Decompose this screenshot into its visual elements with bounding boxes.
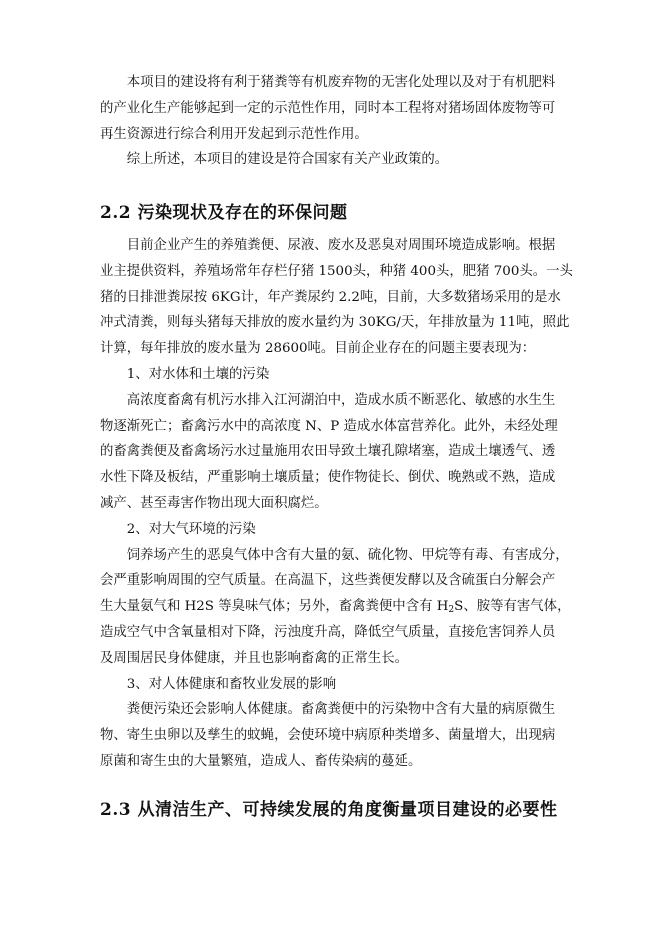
text-line: 冲式清粪，则每头猪每天排放的废水量约为 30KG/天，年排放量为 11吨，照此 <box>100 315 570 331</box>
text-line: 目前企业产生的养殖粪便、尿液、废水及恶臭对周围环境造成影响。根据 <box>100 238 556 253</box>
text-line: 业主提供资料，养殖场常年存栏仔猪 1500头，种猪 400头，肥猪 700头。一头 <box>100 263 573 279</box>
text-line: 的产业化生产能够起到一定的示范性作用，同时本工程将对猪场固体废物等可 <box>100 100 556 116</box>
conclusion-line: 综上所述，本项目的建设是符合国家有关产业政策的。 <box>100 152 449 168</box>
intro-paragraph <box>100 70 562 173</box>
text-line: 造成空气中含氧量相对下降，污浊度升高，降低空气质量，直接危害饲养人员 <box>100 624 556 640</box>
text-fragment: S、胺等有害气体， <box>454 599 571 615</box>
text-line: 物逐渐死亡；畜禽污水中的高浓度 N、P 造成水体富营养化。此外，未经处理 <box>100 418 558 434</box>
text-line: 高浓度畜禽有机污水排入江河湖泊中，造成水质不断恶化、敏感的水生生 <box>100 392 556 408</box>
list-item-title: 2、对大气环境的污染 <box>100 521 256 537</box>
section-heading-2-3: 2.3 从清洁生产、可持续发展的角度衡量项目建设的必要性 <box>100 800 558 820</box>
text-line: 会严重影响周围的空气质量。在高温下，这些粪便发酵以及含硫蛋白分解会产 <box>100 573 556 589</box>
text-line: 及周围居民身体健康，并且也影响畜禽的正常生长。 <box>100 650 408 666</box>
list-item-title: 3、对人体健康和畜牧业发展的影响 <box>100 676 337 692</box>
list-item-title: 1、对水体和土壤的污染 <box>100 366 270 382</box>
text-line: 计算，每年排放的废水量为 28600吨。目前企业存在的问题主要表现为： <box>100 341 536 357</box>
section-heading-2-2: 2.2 污染现状及存在的环保问题 <box>100 203 348 223</box>
text-line: 再生资源进行综合利用开发起到示范性作用。 <box>100 126 368 142</box>
text-line: 减产、甚至毒害作物出现大面积腐烂。 <box>100 495 328 511</box>
text-line: 物、寄生虫卵以及孳生的蚊蝇，会使环境中病原种类增多、菌量增大，出现病 <box>100 728 556 744</box>
text-line: 本项目的建设将有利于猪粪等有机废弃物的无害化处理以及对于有机肥料 <box>100 75 556 90</box>
text-line: 粪便污染还会影响人体健康。畜禽粪便中的污染物中含有大量的病原微生 <box>100 702 556 718</box>
text-line: 原菌和寄生虫的大量繁殖，造成人、畜传染病的蔓延。 <box>100 753 422 769</box>
text-line: 饲养场产生的恶臭气体中含有大量的氨、硫化物、甲烷等有毒、有害成分， <box>100 547 569 563</box>
text-fragment: 生大量氨气和 H2S 等臭味气体；另外，畜禽粪便中含有 H <box>100 599 449 615</box>
text-line: 水性下降及板结，严重影响土壤质量；使作物徒长、倒伏、晚熟或不熟，造成 <box>100 470 556 486</box>
text-line: 猪的日排泄粪尿按 6KG计，年产粪尿约 2.2吨，目前，大多数猪场采用的是水 <box>100 289 561 305</box>
pollution-status-paragraph <box>100 233 573 775</box>
text-line: 的畜禽粪便及畜禽场污水过量施用农田导致土壤孔隙堵塞，造成土壤透气、透 <box>100 444 556 460</box>
text-line <box>100 594 571 620</box>
subscript: 2 <box>448 605 455 616</box>
